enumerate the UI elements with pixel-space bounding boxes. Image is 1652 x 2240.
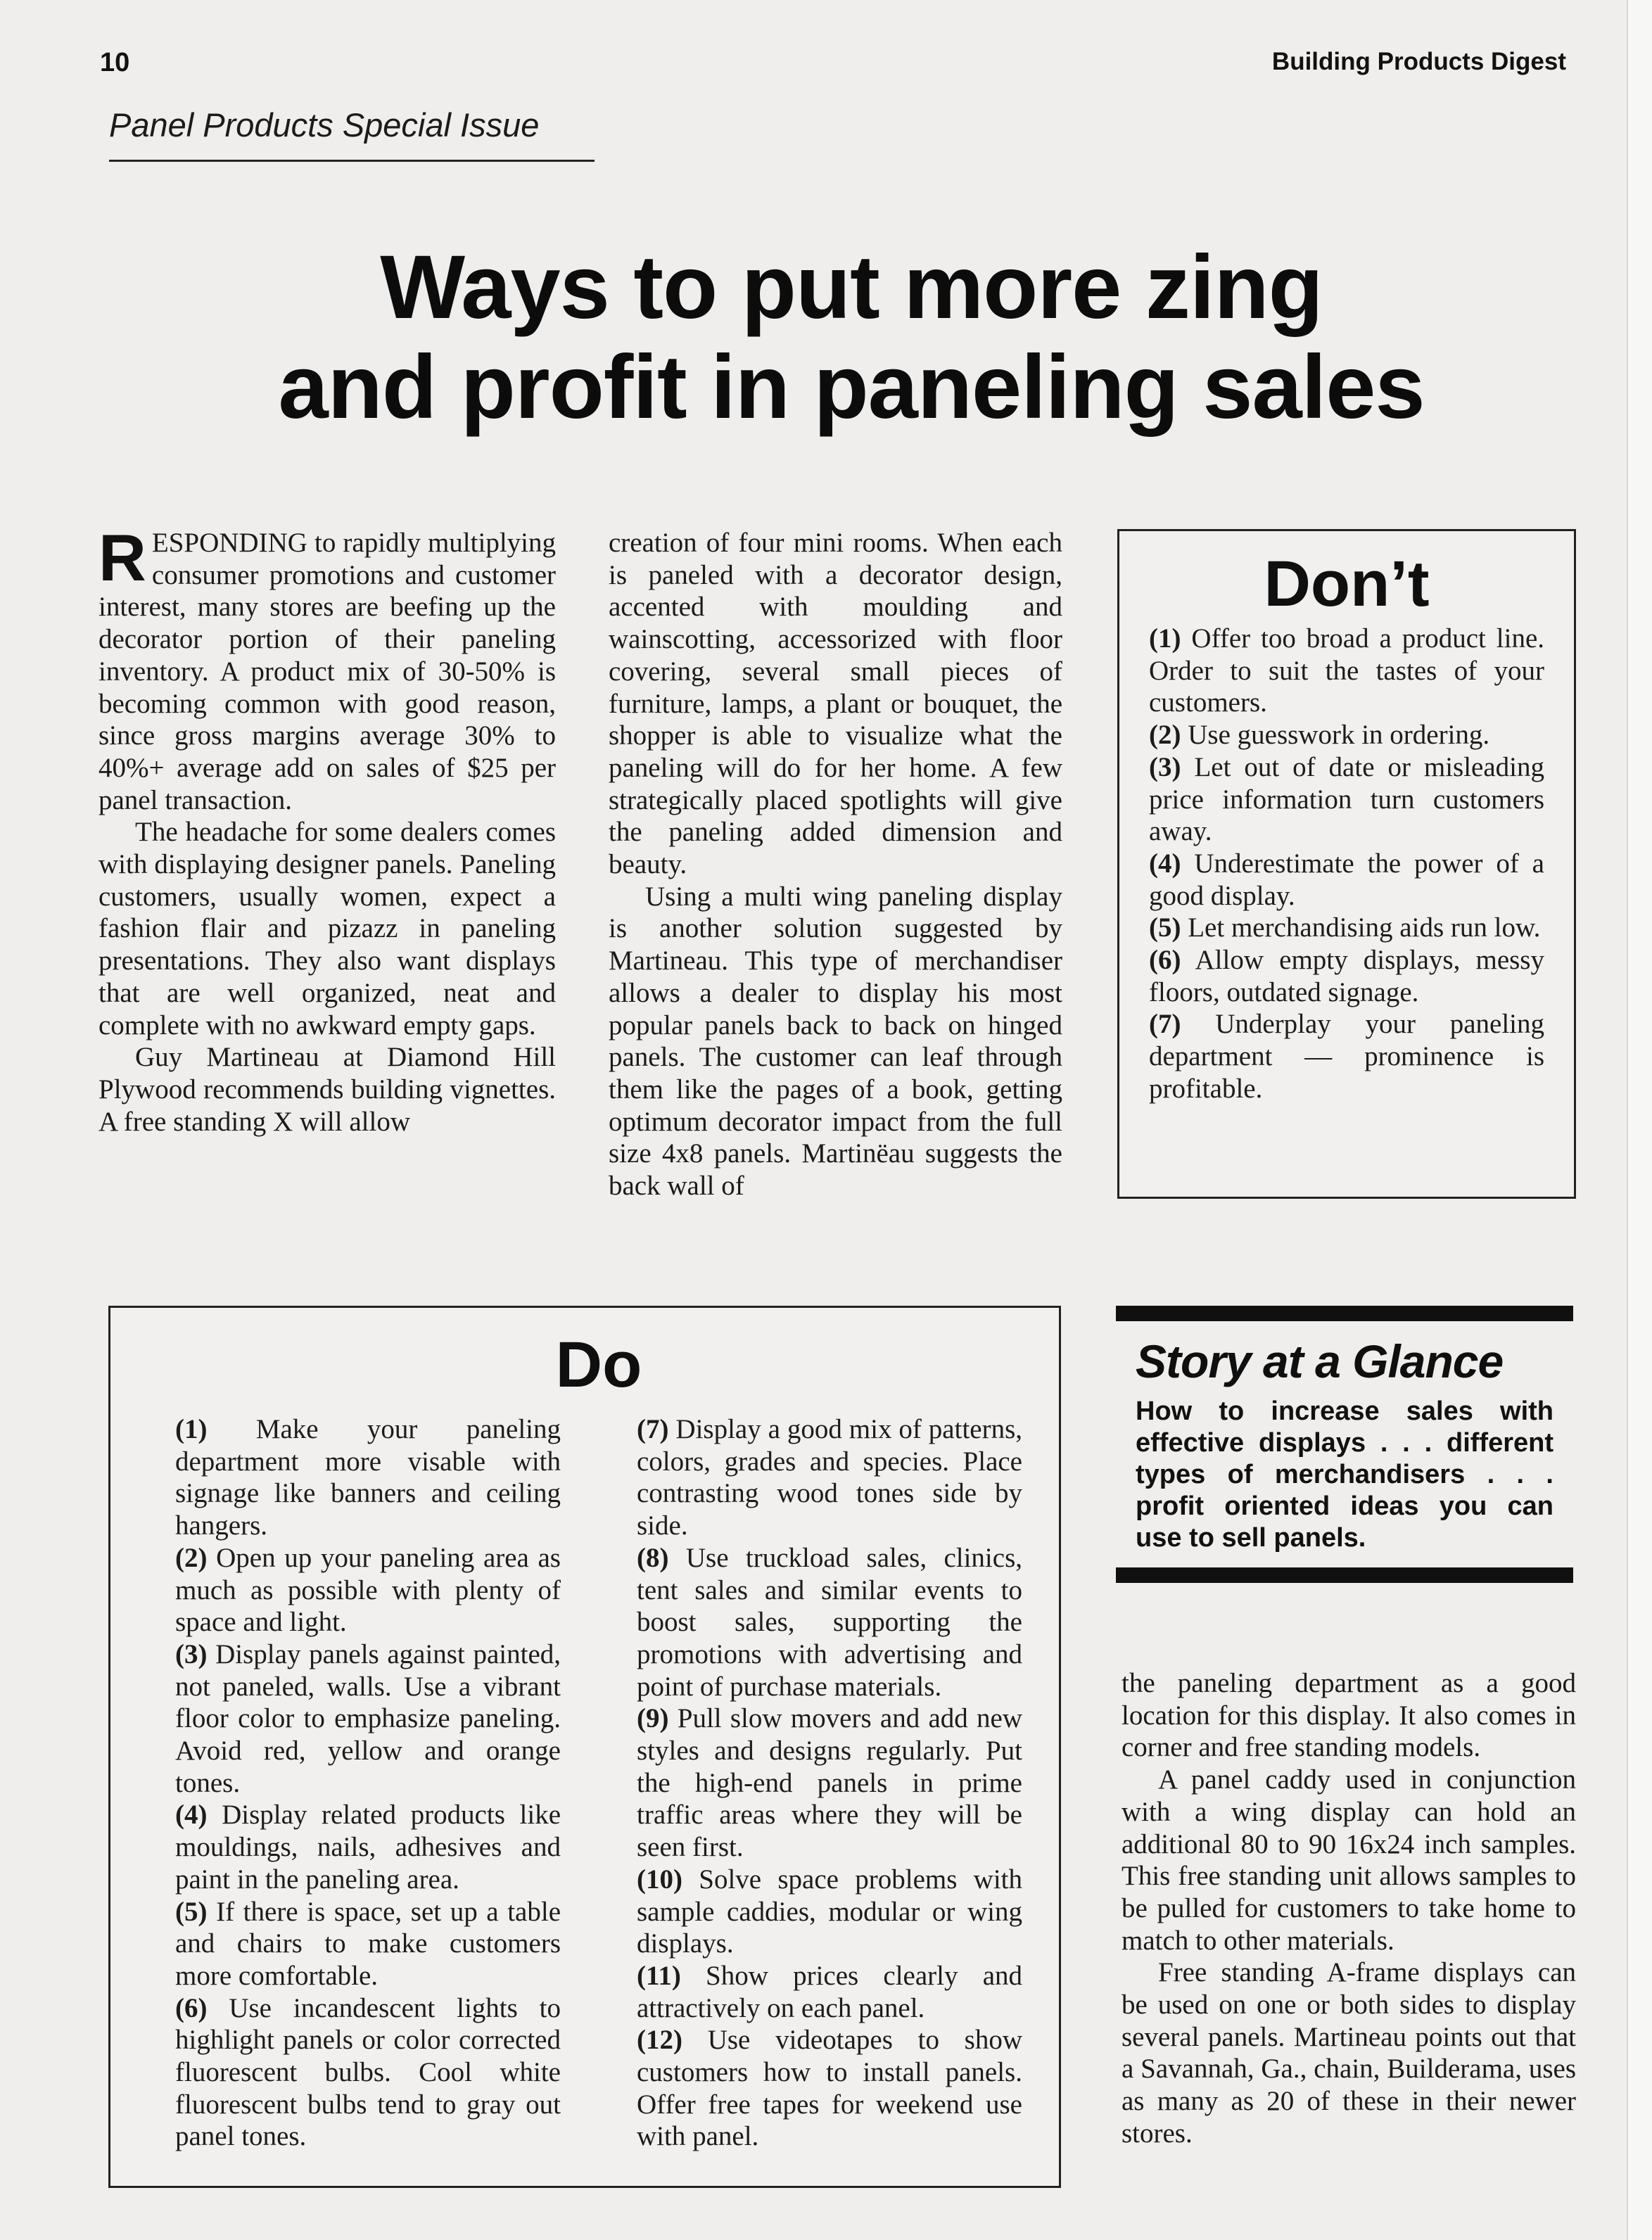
item-text: Pull slow movers and add new styles and designs regularly. Put the high-end panels in prime traffic areas where they will be seen first.: [637, 1703, 1022, 1863]
item-text: Use videotapes to show customers how to install panels. Offer free tapes for weekend use with panel.: [637, 2025, 1023, 2152]
dont-item: [1149, 719, 1544, 751]
do-item: [175, 1799, 561, 1895]
item-number: (9): [637, 1703, 669, 1734]
item-text: Use guesswork in ordering.: [1188, 720, 1490, 751]
do-item: [637, 1960, 1022, 2024]
do-item: [637, 2024, 1022, 2153]
item-number: (3): [1149, 751, 1181, 782]
dont-item: [1149, 623, 1544, 719]
dont-title: Don’t: [1264, 548, 1430, 620]
do-title: Do: [555, 1329, 642, 1401]
do-item: [637, 1864, 1022, 1960]
item-text: Let out of date or misleading price information turn customers away.: [1149, 751, 1545, 847]
item-text: Display a good mix of patterns, colors, grades and species. Place contrasting wood tones side by side.: [637, 1414, 1022, 1541]
article-paragraph: [99, 521, 556, 816]
do-item: [637, 1413, 1022, 1542]
item-text: Use truckload sales, clinics, tent sales and similar events to boost sales, supporting the promotions with advertising and point of purchase materials.: [637, 1542, 1023, 1702]
article-column-3: [1122, 1667, 1576, 2150]
page-edge: [1627, 0, 1652, 2240]
item-number: (12): [637, 2025, 682, 2056]
article-paragraph: Free standing A-frame displays can be used on one or both sides to display several panels. Martineau points out that a Savannah, Ga., chain, Builderama, uses as many as 20 of these in their newer stores.: [1122, 1957, 1576, 2149]
item-number: (2): [1149, 720, 1181, 751]
item-number: (8): [637, 1542, 669, 1573]
article-paragraph: Using a multi wing paneling display is another solution suggested by Martineau. This type of merchandiser allows a dealer to display his most popular panels back to back on hinged panels. The customer can leaf through them like the pages of a book, getting optimum decorator impact from the full size 4x8 panels. Martinëau suggests the back wall of: [609, 881, 1062, 1202]
item-number: (6): [175, 1992, 208, 2023]
article-column-1: [99, 521, 556, 1138]
dont-item: [1149, 912, 1544, 944]
do-sidebar-box: [108, 1306, 1061, 2188]
glance-title: Story at a Glance: [1136, 1335, 1504, 1387]
article-paragraph: the paneling department as a good location for this display. It also comes in corner and free standing models.: [1122, 1668, 1576, 1763]
article-paragraph: A panel caddy used in conjunction with a wing display can hold an additional 80 to 90 16x24 inch samples. This free standing unit allows samples to be pulled for customers to take home to match to other materials.: [1122, 1764, 1576, 1956]
article-paragraph: creation of four mini rooms. When each is paneled with a decorator design, accented with moulding and wainscotting, accessorized with floor covering, several small pieces of furniture, lamps, a plant or bouquet, the shopper is able to visualize what the paneling will do for her home. A few strategically placed spotlights will give the paneling added dimension and beauty.: [609, 528, 1062, 880]
item-text: Solve space problems with sample caddies, modular or wing displays.: [637, 1864, 1022, 1959]
page-number: 10: [100, 48, 130, 77]
item-number: (5): [1149, 912, 1181, 943]
item-number: (4): [1149, 848, 1181, 879]
do-item: [175, 1896, 561, 1992]
dont-list: [1149, 623, 1544, 1105]
story-at-a-glance-box: [1116, 1306, 1573, 1583]
headline: [113, 238, 1590, 438]
dont-item: [1149, 751, 1544, 848]
do-item: [175, 1542, 561, 1638]
item-text: Let merchandising aids run low.: [1188, 912, 1541, 943]
item-number: (1): [1149, 623, 1181, 654]
item-text: Open up your paneling area as much as possible with plenty of space and light.: [175, 1542, 561, 1638]
headline-line-1: Ways to put more zing: [380, 237, 1323, 338]
item-text: If there is space, set up a table and chairs to make customers more comfortable.: [175, 1896, 561, 1991]
publication-name: Building Products Digest: [1271, 48, 1566, 75]
headline-line-2: and profit in paneling sales: [278, 337, 1425, 438]
item-number: (10): [637, 1864, 682, 1895]
item-text: Display related products like mouldings, nails, adhesives and paint in the paneling area.: [175, 1800, 561, 1895]
item-text: Make your paneling department more visable with signage like banners and ceiling hangers.: [175, 1414, 561, 1541]
item-number: (6): [1149, 945, 1181, 976]
item-number: (3): [175, 1638, 208, 1669]
item-number: (5): [175, 1896, 208, 1927]
dont-sidebar-box: [1117, 529, 1576, 1199]
item-number: (2): [175, 1542, 208, 1573]
section-label: Panel Products Special Issue: [109, 106, 595, 162]
do-item: [175, 1413, 561, 1542]
item-text: Underplay your paneling department — prominence is profitable.: [1149, 1009, 1545, 1104]
item-text: Show prices clearly and attractively on each panel.: [637, 1960, 1023, 2023]
article-paragraph: The headache for some dealers comes with displaying designer panels. Paneling customers, usually women, expect a fashion flair and pizazz in paneling presentations. They also want displays that are well organized, neat and complete with no awkward empty gaps.: [99, 817, 556, 1041]
item-text: Underestimate the power of a good display.: [1149, 848, 1544, 911]
item-number: (11): [637, 1960, 681, 1991]
item-text: Use incandescent lights to highlight panels or color corrected fluorescent bulbs. Cool white fluorescent bulbs tend to gray out panel tones.: [175, 1992, 561, 2152]
do-item: [637, 1542, 1022, 1703]
item-text: Display panels against painted, not paneled, walls. Use a vibrant floor color to emphasize paneling. Avoid red, yellow and orange tones.: [175, 1638, 561, 1798]
do-list-left: [175, 1413, 561, 2153]
article-column-2: [609, 527, 1062, 1202]
paragraph-text: ESPONDING to rapidly multiplying consumer promotions and customer interest, many stores are beefing up the decorator portion of their paneling inventory. A product mix of 30-50% is becoming common with good reason, since gross margins average 30% to 40%+ average add on sales of $25 per panel transaction.: [99, 528, 556, 815]
item-text: Allow empty displays, messy floors, outdated signage.: [1149, 945, 1544, 1007]
do-columns: [175, 1413, 1022, 2153]
item-number: (1): [175, 1414, 208, 1444]
item-text: Offer too broad a product line. Order to suit the tastes of your customers.: [1149, 623, 1545, 718]
article-paragraph: Guy Martineau at Diamond Hill Plywood recommends building vignettes. A free standing X will allow: [99, 1042, 556, 1137]
item-number: (4): [175, 1800, 208, 1831]
dont-item: [1149, 848, 1544, 912]
item-number: (7): [637, 1414, 669, 1444]
do-item: [175, 1992, 561, 2153]
dont-item: [1149, 944, 1544, 1008]
glance-summary: How to increase sales with effective displays . . . different types of merchandisers . . . profit oriented ideas you can use to sell panels.: [1136, 1396, 1553, 1553]
drop-cap: R: [99, 521, 146, 594]
item-number: (7): [1149, 1009, 1181, 1040]
do-item: [637, 1703, 1022, 1864]
dont-item: [1149, 1008, 1544, 1105]
do-list-right: [637, 1413, 1022, 2153]
do-item: [175, 1638, 561, 1800]
